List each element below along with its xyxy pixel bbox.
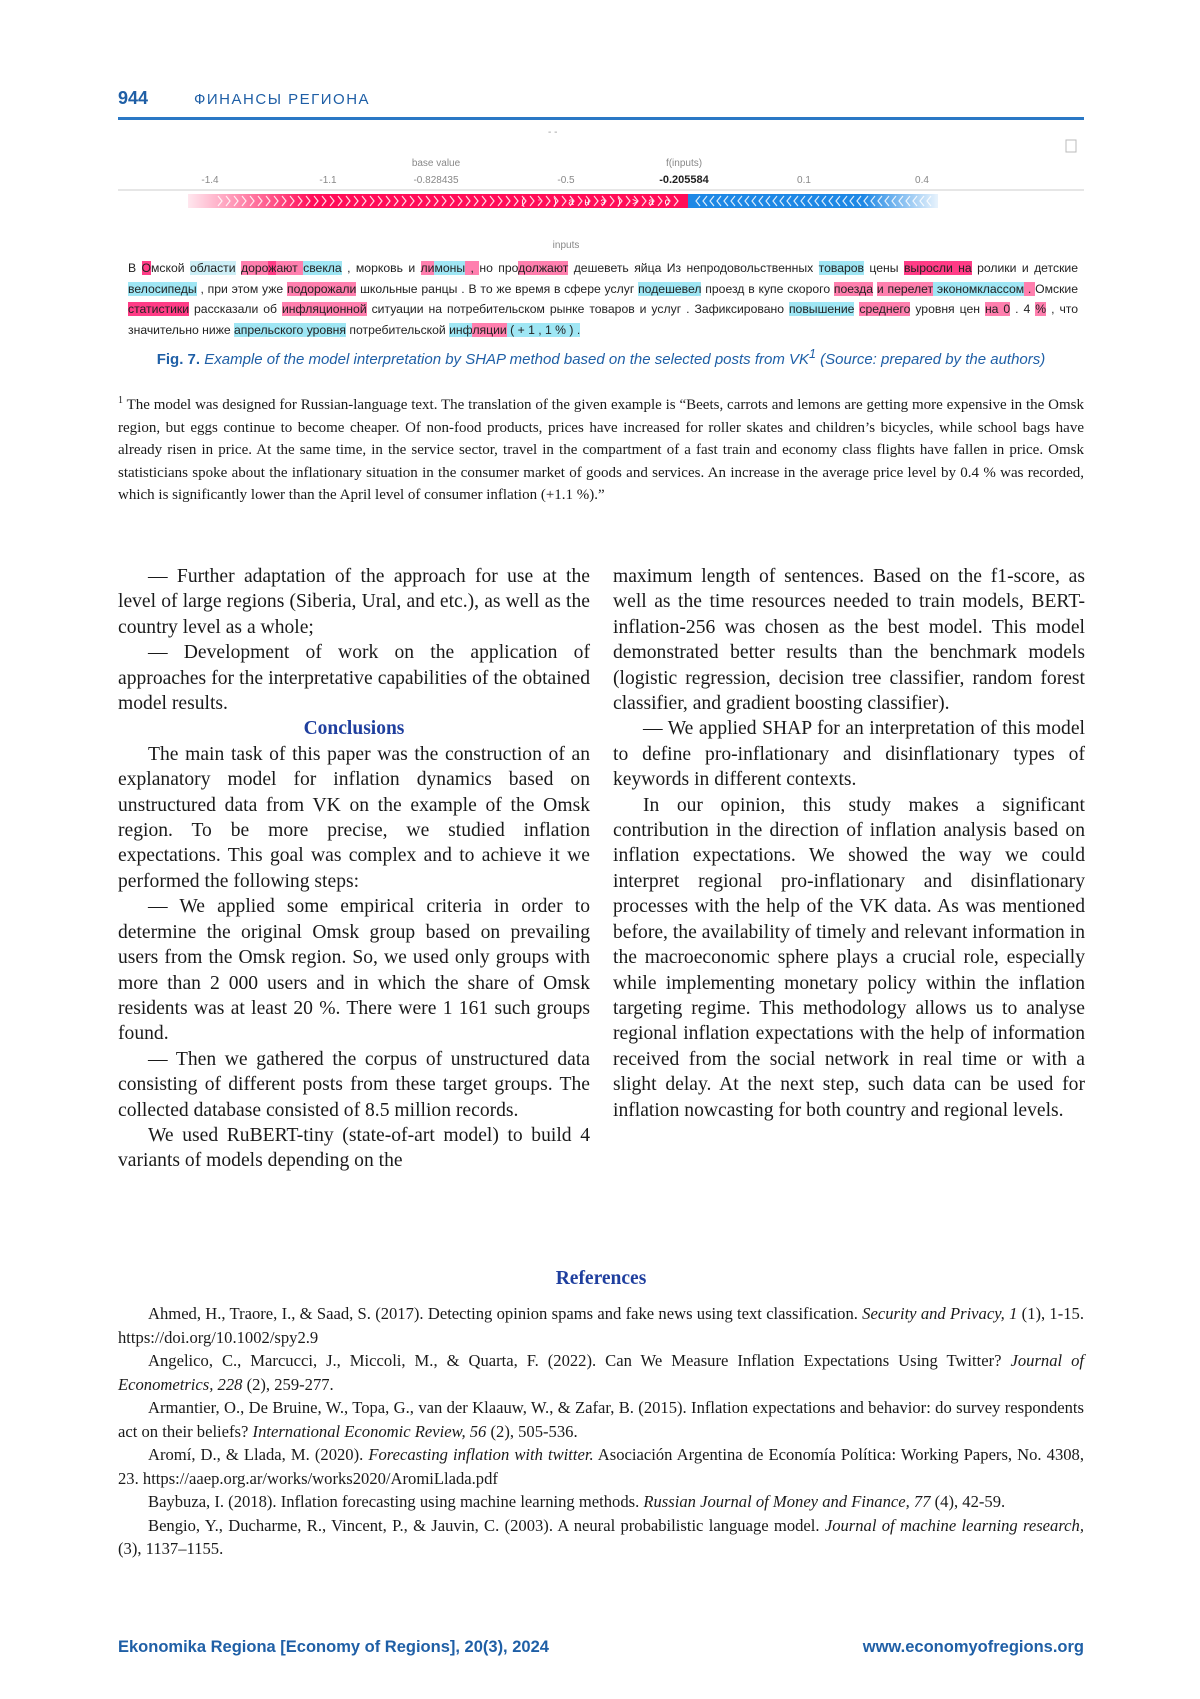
left-column: [118, 564, 590, 1174]
shap-figure: [118, 127, 1084, 340]
paragraph: — Then we gathered the corpus of unstructured data consisting of different posts from these target groups. The collected database consisted of 8.5 million records.: [118, 1048, 590, 1121]
caption-text: Example of the model interpretation by SHAP method based on the selected posts from VK: [204, 351, 810, 368]
footer-website-link[interactable]: www.economyofregions.org: [862, 1638, 1084, 1656]
plain-token: . 4: [1010, 302, 1036, 316]
footer-citation: Ekonomika Regiona [Economy of Regions], 20(3), 2024: [118, 1638, 549, 1656]
axis-tick-label: -1.1: [319, 175, 337, 186]
plain-token: школьные ранцы . В то же время в сфере услуг: [356, 281, 639, 296]
highlighted-token: ,: [465, 261, 480, 275]
highlighted-token: среднего: [859, 302, 911, 316]
highlighted-token: повышение: [788, 302, 855, 316]
shap-force-plot: [118, 127, 1084, 255]
highlighted-token: велосипеды: [128, 281, 197, 296]
highlighted-token: статистики: [128, 302, 190, 316]
highlighted-token: должают: [518, 261, 569, 275]
highlighted-token: подешевел: [638, 281, 702, 296]
reference-authors: Angelico, C., Marcucci, J., Miccoli, M., & Quarta, F. (2022). Can We Measure Inflation Expectations Using Twitter?: [148, 1351, 1011, 1370]
plain-token: , морковь и: [341, 261, 421, 275]
paragraph: In our opinion, this study makes a significant contribution in the direction of inflation analysis based on inflation expectations. We showed the way we could interpret regional pro-inflationary and disinflationary processes with the help of the VK data. As was mentioned before, the availability of timely and relevant information in the macroeconomic sphere plays a crucial role, especially while implementing monetary policy within the inflation targeting regime. This methodology allows us to analyse regional inflation expectations with the help of information received from the social network in real time or with a slight delay. At the next step, such data can be used for inflation nowcasting for both country and regional levels.: [613, 794, 1085, 1121]
highlighted-token: доро: [241, 261, 269, 275]
plain-token: ситуации на потребительском рынке товаров и услуг . Зафиксировано: [366, 302, 789, 316]
highlighted-token: ли: [420, 261, 435, 275]
plain-token: рассказали об: [189, 302, 282, 316]
reference-details: (1), 1-15. https://doi.org/10.1002/spy2.9: [118, 1304, 1085, 1347]
highlighted-token: ают: [276, 261, 304, 275]
reference-details: (3), 1137–1155.: [118, 1539, 224, 1558]
base-value-label: base value: [411, 158, 461, 169]
highlighted-token: моны: [434, 261, 466, 275]
bar-feature-letter: ): [553, 197, 557, 208]
paragraph: maximum length of sentences. Based on the f1-score, as well as the time resources needed to train models, BERT-inflation-256 was chosen as the best model. This model demonstrated better results than the benchmark models (logistic regression, decision tree classifier, random forest classifier, and gradient boosting classifier).: [613, 566, 1085, 715]
highlighted-token: %: [1035, 302, 1047, 316]
paragraph: — We applied SHAP for an interpretation of this model to define pro-inflationary and disinflationary types of keywords in different contexts.: [613, 718, 1085, 791]
axis-tick-label: 0.1: [797, 175, 811, 186]
figure-caption: [118, 343, 1084, 371]
bar-feature-letter: а: [648, 197, 654, 208]
journal-section-title: ФИНАНСЫ РЕГИОНА: [194, 91, 371, 108]
highlighted-token: подорожали: [287, 281, 357, 296]
highlighted-token: на 0: [984, 302, 1011, 316]
bar-feature-letter: н: [584, 197, 590, 208]
highlighted-token: ( + 1 , 1 % ) .: [506, 322, 581, 337]
highlighted-token: выросли на: [903, 261, 972, 275]
plain-token: но про: [479, 261, 519, 275]
paragraph: — We applied some empirical criteria in order to determine the original Omsk group based on prevailing users from the Omsk region. So, we used only groups with more than 2 000 users and in which the share of Omsk residents was at least 20 %. There were 1 161 such groups found.: [118, 896, 590, 1045]
reference-item: [118, 1443, 1084, 1490]
shap-highlighted-text: [128, 258, 1078, 340]
footnote-text: The model was designed for Russian-language text. The translation of the given example is “Beets, carrots and lemons are getting more expensive in the Omsk region, but eggs continue to become cheaper. Of non-food products, prices have increased for roller skates and children’s bicycles, while school bags have already risen in price. At the same time, in the service sector, travel in the compartment of a fast train and economy class flights have fallen in price. Omsk statisticians spoke about the inflationary situation in the consumer market of goods and services. An increase in the average price level by 0.4 % was recorded, which is significantly lower than the April level of consumer inflation (+1.1 %).”: [118, 397, 1084, 503]
running-header: [118, 88, 1084, 118]
reference-item: [118, 1349, 1084, 1396]
paragraph: The main task of this paper was the construction of an explanatory model for inflation dynamics based on unstructured data from VK on the example of the Omsk region. To be more precise, we studied inflation expectations. This goal was complex and to achieve it we performed the following steps:: [118, 743, 590, 892]
output-value: -0.205584: [659, 174, 709, 186]
highlighted-token: свекла: [303, 261, 342, 275]
reference-item: [118, 1396, 1084, 1443]
highlighted-token: ляции: [472, 322, 507, 337]
bar-feature-letter: с: [664, 197, 670, 208]
caption-source: (Source: prepared by the authors): [815, 351, 1046, 368]
highlighted-token: товаров: [818, 261, 865, 275]
negative-force-bar: [688, 194, 938, 208]
reference-source: Journal of Econometrics, 228: [118, 1351, 1084, 1394]
highlighted-token: инф: [449, 322, 473, 337]
plain-token: В: [128, 261, 142, 275]
highlighted-token: поезда: [833, 281, 874, 296]
axis-tick-label: 0.4: [915, 175, 929, 186]
reference-details: (2), 259-277.: [242, 1374, 334, 1394]
reference-item: [118, 1514, 1084, 1561]
paragraph: We used RuBERT-tiny (state-of-art model) to build 4 variants of models depending on the: [118, 1124, 590, 1172]
plain-token: ролики и детские: [971, 261, 1079, 275]
axis-tick-label: -1.4: [201, 175, 219, 186]
reference-authors: Ahmed, H., Traore, I., & Saad, S. (2017). Detecting opinion spams and fake news using text classification.: [148, 1304, 863, 1323]
reference-details: Asociación Argentina de Economía Política: Working Papers, No. 4308, 23. https://aaep.org.ar/works/works2020/AromiLlada.pdf: [118, 1445, 1084, 1488]
reference-item: [118, 1490, 1084, 1514]
plain-token: потребительской: [346, 322, 450, 337]
inputs-label: inputs: [552, 240, 580, 251]
highlighted-token: апрельского уровня: [234, 322, 347, 337]
reference-authors: Baybuza, I. (2018). Inflation forecasting using machine learning methods.: [148, 1492, 644, 1511]
paragraph: — Further adaptation of the approach for use at the level of large regions (Siberia, Ural, and etc.), as well as the country level as a whole;: [118, 566, 590, 638]
references-list: [118, 1302, 1084, 1561]
highlighted-token: О: [141, 261, 152, 275]
bar-feature-letter: (: [521, 197, 525, 208]
reference-item: [118, 1302, 1084, 1349]
reference-source: International Economic Review, 56: [252, 1421, 487, 1441]
reference-source: Journal of machine learning research,: [824, 1515, 1084, 1535]
output-label: f(inputs): [665, 158, 703, 169]
plain-token: мской: [151, 261, 190, 275]
page-number: 944: [118, 88, 149, 108]
paragraph: — Development of work on the application of approaches for the interpretative capabilities of the obtained model results.: [118, 642, 590, 715]
reference-source: Russian Journal of Money and Finance, 77: [643, 1492, 931, 1511]
bar-feature-letter: :: [537, 197, 541, 208]
reference-source: Security and Privacy, 1: [862, 1304, 1018, 1323]
highlighted-token: .: [1024, 281, 1036, 296]
references-title: References: [555, 1268, 647, 1289]
plain-token: , что значительно ниже: [128, 302, 1079, 337]
plain-token: , при этом уже: [196, 281, 287, 296]
reference-details: (2), 505-536.: [486, 1421, 578, 1441]
right-column: [613, 564, 1085, 1123]
plain-token: уровня цен: [910, 302, 985, 316]
caption-label: Fig. 7.: [156, 351, 201, 368]
axis-ticks: [201, 175, 929, 186]
bar-feature-letter: а: [568, 197, 574, 208]
corner-widget: [1066, 140, 1076, 152]
section-title-conclusions: Conclusions: [303, 718, 405, 740]
footnote-marker: 1: [118, 395, 123, 406]
highlighted-token: экономклассом: [933, 281, 1025, 296]
plain-token: Омские: [1035, 281, 1079, 296]
base-value-tick: -0.828435: [413, 175, 459, 186]
plain-token: проезд в купе скорого: [701, 281, 834, 296]
footnote: [118, 390, 1084, 507]
highlighted-token: и перелет: [876, 281, 934, 296]
bar-feature-letter: ): [617, 197, 621, 208]
reference-authors: Aromí, D., & Llada, M. (2020).: [148, 1445, 369, 1464]
bar-feature-letter: э: [600, 197, 606, 208]
reference-source: Forecasting inflation with twitter.: [368, 1445, 594, 1464]
highlighted-token: ж: [268, 261, 277, 275]
caption-footnote-ref: 1: [809, 347, 816, 361]
reference-details: (4), 42-59.: [930, 1492, 1006, 1511]
reference-authors: Armantier, O., De Bruine, W., Topa, G., van der Klaauw, W., & Zafar, B. (2015). Inflation expectations and behavior: do survey respondents act on their beliefs?: [118, 1398, 1084, 1441]
highlighted-token: области: [189, 261, 236, 275]
plain-token: цены: [864, 261, 904, 275]
reference-authors: Bengio, Y., Ducharme, R., Vincent, P., & Jauvin, C. (2003). A neural probabilistic language model.: [148, 1515, 825, 1535]
dash-marks: - -: [548, 127, 558, 138]
bar-feature-letter: >: [632, 197, 638, 208]
plain-token: дешеветь яйца Из непродовольственных: [568, 261, 819, 275]
axis-tick-label: -0.5: [557, 175, 575, 186]
highlighted-token: инфляционной: [282, 302, 367, 316]
header-rule: [118, 117, 1084, 120]
